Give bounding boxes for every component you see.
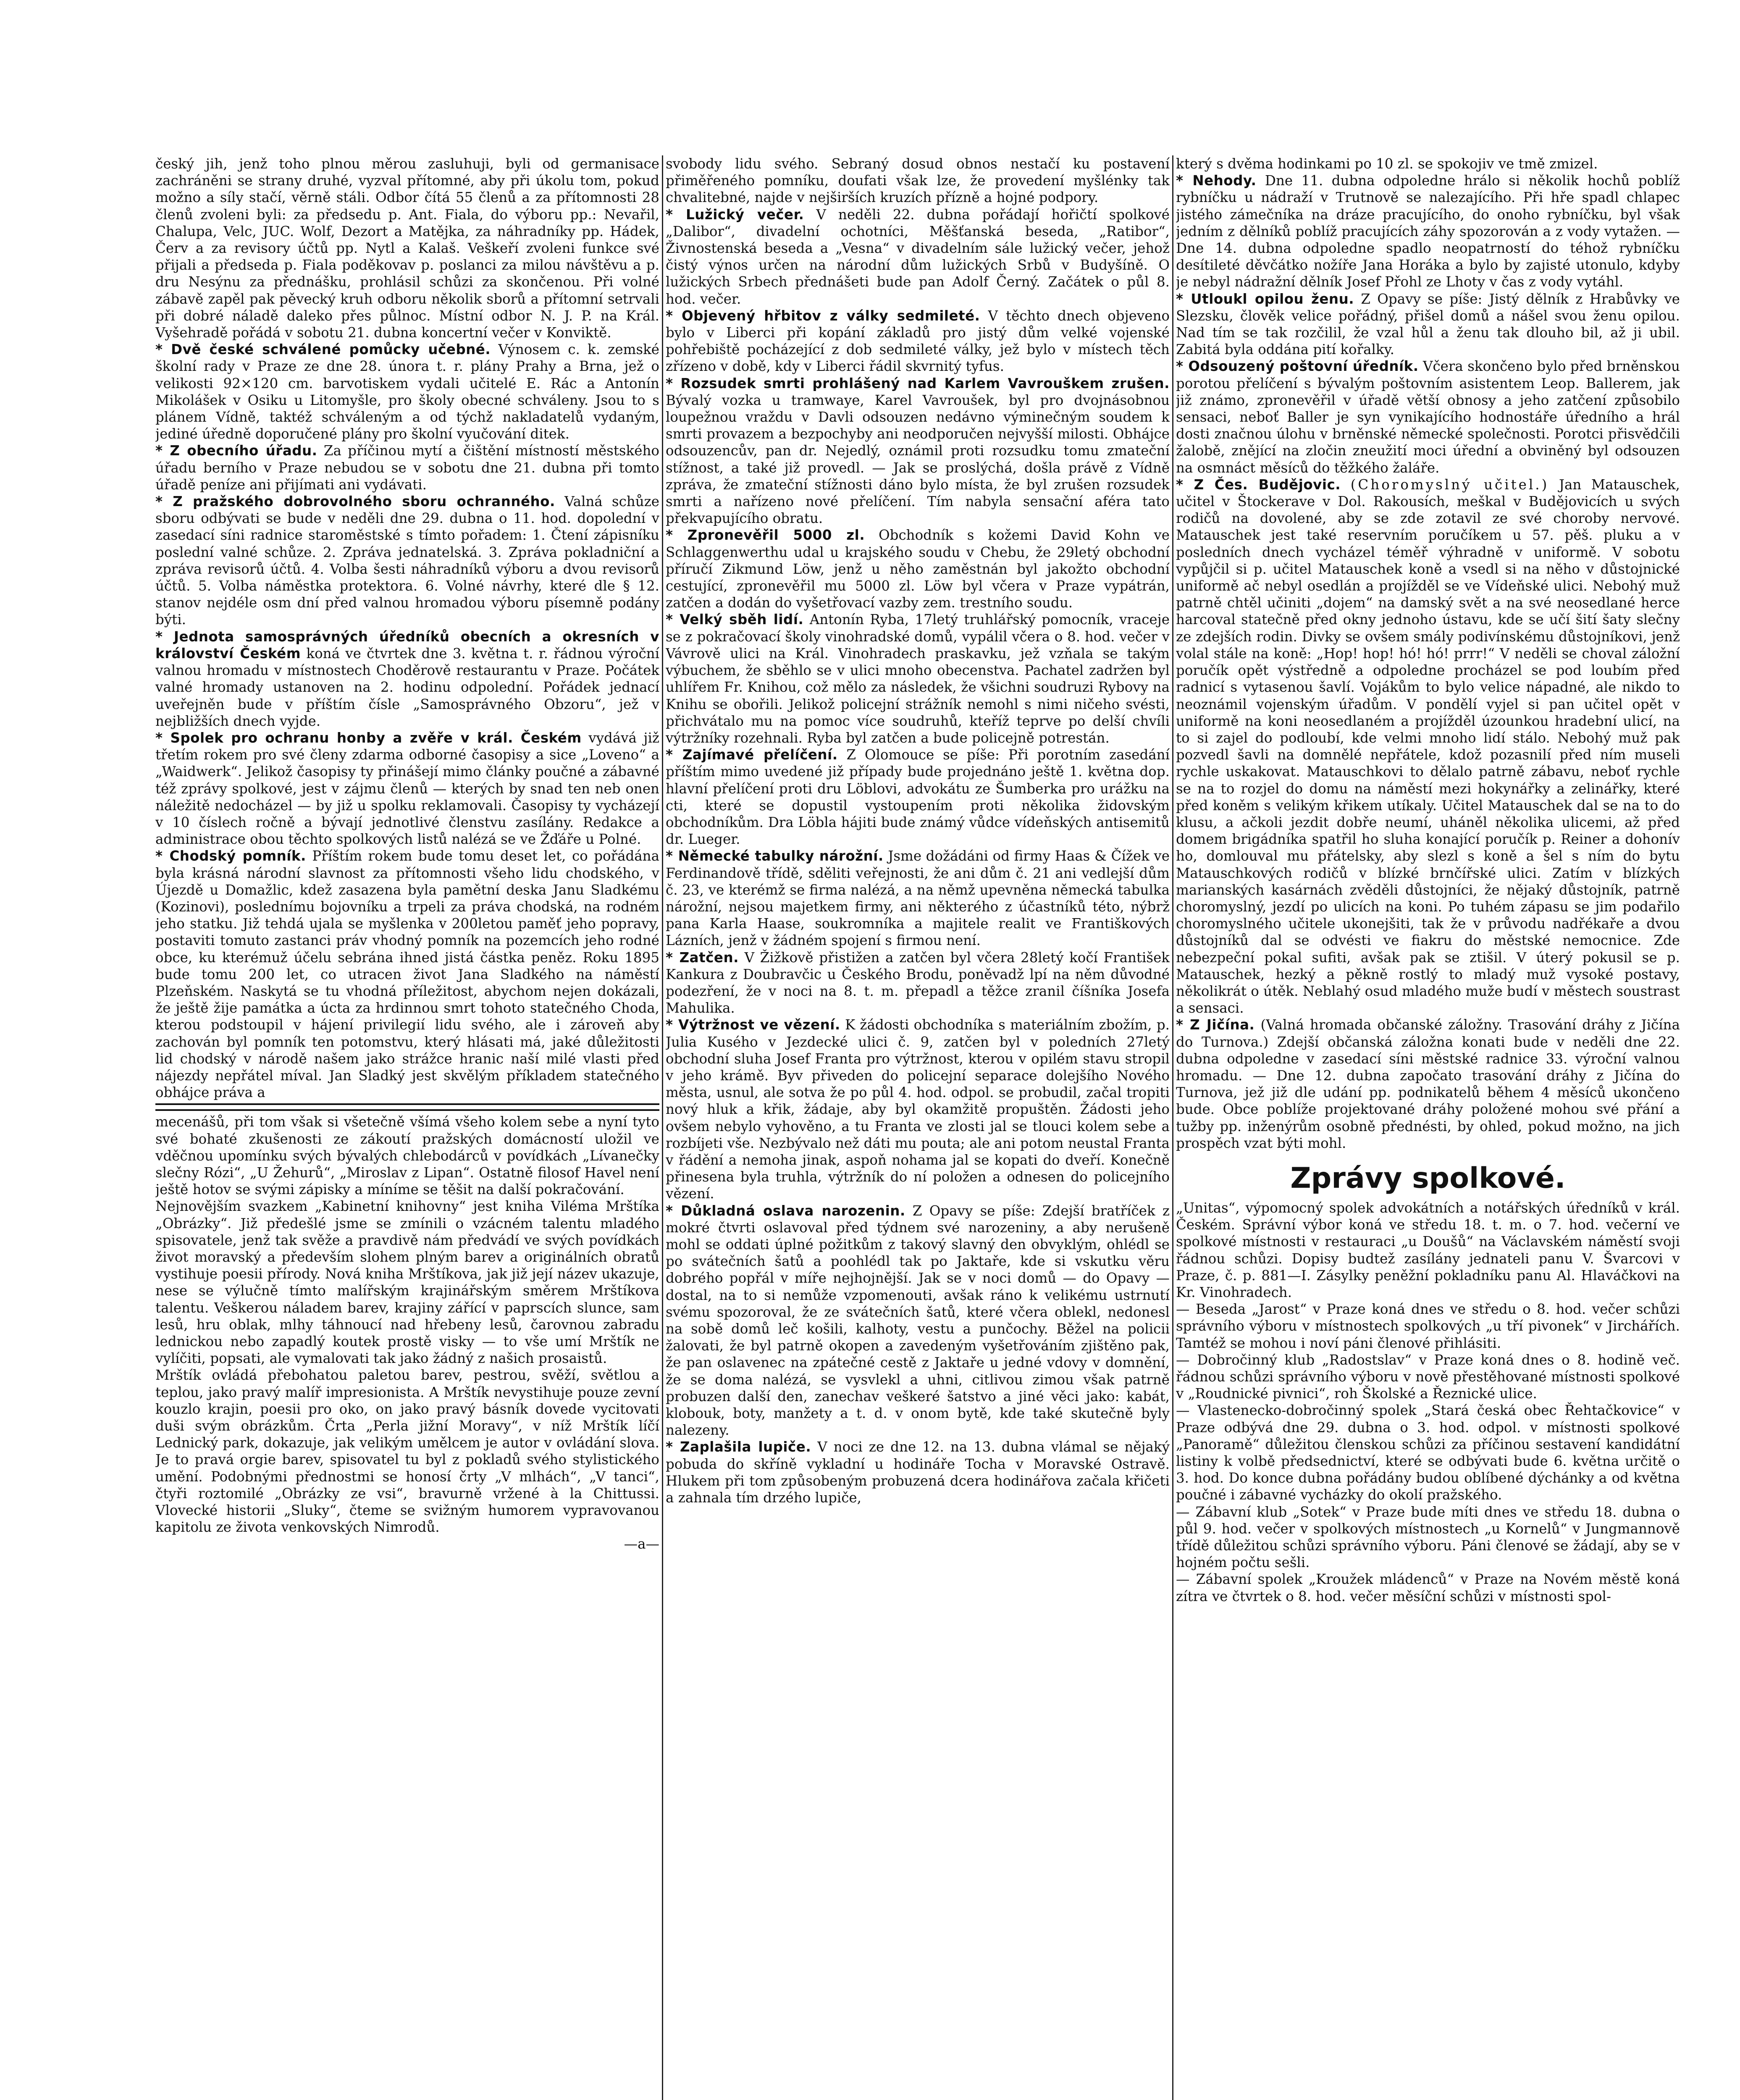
- article: [1176, 172, 1680, 290]
- article-text: koná ve čtvrtek dne 3. května t. r. řádnou výroční valnou hromadu v místnostech Choděrově restaurantu v Praze. Počátek valné hromady ustanoven na 2. hodinu odpolední. Pořádek jednací uveřejněn bude v příštím čísle „Samosprávného Obzoru“, jež v nejbližších dnech vyjde.: [155, 645, 659, 729]
- club-notice: — Vlastenecko-dobročinný spolek „Stará česká obec Řehtačkovice“ v Praze odbývá dne 29. dubna o 3. hod. odpol. v místnosti spolkové „Panoramě“ důležitou členskou schůzi za příčinou sestavení kandidátní listiny k volbě předsednictví, které se odbývati bude 6. května určitě o 3. hod. Do konce dubna pořádány budou oblíbené dýchánky a od května poučné i zábavné vycházky do okolí pražského.: [1176, 1402, 1680, 1503]
- article-heading: * Rozsudek smrti prohlášený nad Karlem Vavrouškem zrušen.: [666, 375, 1170, 391]
- article: [155, 493, 659, 628]
- club-notice: — Zábavní spolek „Kroužek mládenců“ v Praze na Novém městě koná zítra ve čtvrtek o 8. hod. večer měsíční schůzi v místnosti spol-: [1176, 1571, 1680, 1604]
- article-paragraph: český jih, jenž toho plnou měrou zasluhuji, byli od germanisace zachráněni se strany druhé, vyzval přítomné, aby při úkolu tom, pokud možno a síly stačí, věrně stáli. Odbor čítá 55 členů a za přítomnosti 28 členů zvoleni byli: za předsedu p. Ant. Fiala, do výboru pp.: Nevařil, Chalupa, Velc, JUC. Wolf, Dezort a Matějka, za náhradníky pp. Hádek, Červ a za revisory účtů pp. Nytl a Kalaš. Veškeří zvoleni funkce své přijali a předseda p. Fiala poděkovav p. poslanci za milou návštěvu a p. dru Nesýnu za přednášku, prohlásil schůzi za skončenou. Při volné zábavě zapěl pak pěvecký kruh odboru několik sborů a přítomní setrvali při dobré náladě daleko přes půlnoc. Místní odbor N. J. P. na Král. Vyšehradě pořádá v sobotu 21. dubna koncertní večer v Konviktě.: [155, 156, 659, 341]
- column-2: [666, 155, 1170, 2100]
- article-paragraph: svobody lidu svého. Sebraný dosud obnos nestačí ku postavení přiměřeného pomníku, doufati však lze, že provedení myšlénky tak chvalitebné, najde v nejširších kruzích přízně a hojné podpory.: [666, 156, 1170, 206]
- article-heading: * Výtržnost ve vězení.: [666, 1017, 840, 1033]
- club-notice: — Dobročinný klub „Radostslav“ v Praze koná dnes o 8. hodině več. řádnou schůzi správního výboru v nově přestěhované místnosti spolkové v „Roudnické pivnici“, roh Školské a Řeznické ulice.: [1176, 1352, 1680, 1402]
- article: [666, 611, 1170, 746]
- section-title: Zprávy spolkové.: [1290, 1161, 1566, 1195]
- article-text: vydává již třetím rokem pro své členy zdarma odborné časopisy a sice „Loveno“ a „Waidwerk“. Jelikož časopisy ty přinášejí mimo články poučné a zábavné též zprávy spolkové, jest v zájmu členů — kterých by snad ten neb onen náležitě nedocházel — by již u spolku reklamovali. Časopisy ty vycházejí v 10 číslech ročně a bývají jednotlivé členstvu zasílány. Redakce a administrace obou těchto spolkových listů nalézá se ve Žďáře u Polné.: [155, 730, 659, 848]
- club-notice: — Zábavní klub „Sotek“ v Praze bude míti dnes ve středu 18. dubna o půl 9. hod. večer v spolkových místnostech „u Kornelů“ v Jungmannově třídě důležitou schůzi správního výboru. Páni členové se žádají, aby se v hojném počtu sešli.: [1176, 1504, 1680, 1571]
- article-heading: * Z obecního úřadu.: [155, 443, 318, 459]
- article-heading: * Z pražského dobrovolného sboru ochranného.: [155, 494, 555, 510]
- article-text: V neděli 22. dubna pořádají hořičtí spolkové „Dalibor“, divadelní ochotníci, Měšťanská beseda, „Ratibor“, Živnostenská beseda a „Vesna“ v divadelním sále lužický večer, jehož čistý výnos určen na národní dům lužických Srbů v Budyšíně. O lužických Srbech přednášeti bude pan Adolf Černý. Začátek o půl 8. hod. večer.: [666, 206, 1170, 307]
- article: [155, 628, 659, 730]
- article: [1176, 1016, 1680, 1152]
- article: [666, 1016, 1170, 1202]
- article-text: Příštím rokem bude tomu deset let, co pořádána byla krásná národní slavnost za přítomnosti všeho lidu chodského, v Újezdě u Domažlic, kdež zasazena byla pamětní deska Janu Sladkému (Kozinovi), poslednímu bojovníku a trpeli za práva chodská, na rodném jeho statku. Již tehdá ujala se myšlenka v 200letou paměť jeho popravy, postaviti tomuto zastanci práv vhodný pomník na pozemcích jeho rodné obce, ku kterémuž účelu sebrána ihned jistá částka peněz. Roku 1895 bude tomu 200 let, co utracen život Jana Sladkého na náměstí Plzeňském. Naskytá se tu vhodná příležitost, abychom nejen dokázali, že ještě žije památka a úcta za hrdinnou smrt tohoto statečného Choda, kterou podstoupil v hájení privilegií lidu svého, ale i zároveň aby zachován byl pomník ten potomstvu, který hlásati má, jaké důležitosti lid chodský v národě našem jako strážce hranic naší milé vlasti před nájezdy nepřátel míval. Jan Sladký jest skvělým příkladem statečného obhájce práva a: [155, 848, 659, 1101]
- article: [155, 848, 659, 1101]
- feuilleton-paragraph: Mrštík ovládá přebohatou paletou barev, pestrou, svěží, světlou a teplou, jako pravý malíř impresionista. A Mrštík nevystihuje pouze zevní kouzlo krajin, poesii pro oko, on jako pravý básník dovede vycitovati duši svým obrázkům. Črta „Perla jižní Moravy“, v níž Mrštík líčí Lednický park, dokazuje, jak velikým umělcem je autor v ovládání slova. Je to pravá orgie barev, spisovatel tu byl z pokladů svého stylistického umění. Podobnými přednostmi se honosí črty „V mlhách“, „V tanci“, čtyři roztomilé „Obrázky ze vsi“, bravurně vržené à la Chittussi. Vlovecké historii „Sluky“, čteme se svižným humorem vypravovanou kapitolu ze života venkovských Nimrodů.: [155, 1367, 659, 1536]
- column-rule: [1172, 155, 1173, 2100]
- article-text: Z Opavy se píše: Zdejší bratříček z mokré čtvrti oslavoval před týdnem své narozeniny, a aby nerušeně mohl se oddati úplné požitkům z takový slavný den obvyklým, ohlédl se po svátečních šatů a poohlédl tak po Jaktaře, kde si vskutku věru dobrého popřál v míře nejhojnější. Jak se v noci domů — do Opavy — dostal, na to si nemůže vzpomenouti, avšak ráno k velikému ustrnutí svému spozoroval, že ze svátečních šatů, které včera oblekl, nedonesl na sobě domů leč košili, kalhoty, vestu a punčochy. Běžel na policii žalovati, že byl patrně okopen a zavedeným vyšetřováním zjištěno pak, že pan oslavenec na zpátečné cestě z Jaktaře u jedné vdovy v domnění, že se doma nalézá, se vysvlekl a uhni, citlivou zimou však patrně probuzen další den, zanechav veškeré šatstvo a jiné věci jako: kabát, klobouk, boty, manžety a t. d. v onom bytě, kde také skutečně byly nalezeny.: [666, 1202, 1170, 1438]
- feuilleton-divider: [155, 1103, 659, 1111]
- article: [666, 848, 1170, 949]
- article-paragraph: který s dvěma hodinkami po 10 zl. se spokojiv ve tmě zmizel.: [1176, 156, 1598, 172]
- article-text: Obchodník s kožemi David Kohn ve Schlaggenwerthu udal u krajského soudu v Chebu, že 29letý obchodní příručí Zikmund Löw, jenž u něho zaměstnán byl jakožto obchodní cestující, zpronevěřil mu 5000 zl. Löw byl včera v Praze vypátrán, zatčen a dodán do vyšetřovací vazby zem. trestního soudu.: [666, 527, 1170, 611]
- article: [666, 206, 1170, 307]
- article: [155, 442, 659, 493]
- article-text: Bývalý vozka u tramwaye, Karel Vavroušek, byl pro dvojnásobnou loupežnou vraždu v Davli odsouzen nedávno výminečným soudem k smrti provazem a bezpochyby ani neodporučen nejvyšší milosti. Obhájce odsouzencův, pan dr. Nejedlý, oznámil proti rozsudku tomu zmateční stížnost, a také již provedl. — Jak se proslýchá, došla právě z Vídně zpráva, že zmateční stížnosti dáno bylo místa, že byl zrušen rozsudek smrti a nařízeno nové přelíčení. Tím nabyla sensační aféra tato překvapujícího obratu.: [666, 392, 1170, 527]
- newspaper-page: [155, 155, 1740, 2100]
- article: [666, 307, 1170, 375]
- article-heading: * Objevený hřbitov z války sedmileté.: [666, 307, 980, 324]
- article-heading: * Spolek pro ochranu honby a zvěře v král. Českém: [155, 730, 582, 746]
- club-notice: — Beseda „Jarost“ v Praze koná dnes ve středu o 8. hod. večer schůzi správního výboru v místnostech spolkových „u tří pivonek“ v Jirchářích. Tamtéž se mohou i noví páni členové přihlásiti.: [1176, 1301, 1680, 1351]
- article-heading: * Z Jičína.: [1176, 1017, 1255, 1033]
- article-text: (Valná hromada občanské záložny. Trasování dráhy z Jičína do Turnova.) Zdejší občanská záložna konati bude v neděli dne 22. dubna odpoledne v zasedací síni městské radnice 33. výroční valnou hromadu. — Dne 12. dubna započato trasování dráhy z Jičína do Turnova, jež již dle udání pp. podnikatelů během 4 měsíců ukončeno bude. Obce poblíže projektované dráhy položené mohou své přání a tužby pp. inženýrům osobně přednésti, by ohled, pokud možno, na jich prospěch vzat býti mohl.: [1176, 1017, 1680, 1151]
- article-text: Za příčinou mytí a čištění místností městského úřadu berního v Praze nebudou se v sobotu dne 21. dubna při tomto úřadě peníze ani přijímati ani vydávati.: [155, 443, 659, 493]
- article: [1176, 291, 1680, 358]
- article-text: V noci ze dne 12. na 13. dubna vlámal se nějaký pobuda do skříně vykladní u hodináře Tocha v Moravské Ostravě. Hlukem při tom způsobeným probuzená dcera hodinářova začala křičeti a zahnala tím drzého lupiče,: [666, 1439, 1170, 1506]
- article-text: Jan Matauschek, učitel v Štockerave v Dol. Rakousích, meškal v Budějovicích u svých rodičů na dovolené, aby se zde zotavil ze své choroby nervové. Matauschek jest také reservním poručíkem u 57. pěš. pluku a v posledních dnech vycházel téměř výhradně v uniformě. V sobotu vypůjčil si p. učitel Matauschek koně a vsedl si na něho v důstojnické uniformě ač nebyl osedlán a projížděl se ve Vídeňské ulici. Nebohý muž patrně chtěl učiniti „dojem“ na damský svět a na své neosedlané herce harcoval statečně před okny jednoho ústavu, kde se učí šití šaty slečny ze zdejších rodin. Divky se ovšem smály podivínskému důstojníkovi, jenž volal stále na koně: „Hop! hop! hó! hó! prrr!“ V neděli se choval záložní poručík opět výstředně a odpoledne procházel se pod loubím před radnicí s vytasenou šavlí. Vojákům to bylo velice nápadné, ale nikdo to neoznámil vojenským úřadům. V pondělí vyjel si pan učitel opět v uniformě na koni neosedlaném a projížděl úzounkou hradební ulicí, na to si zajel do podloubí, kde velmi mnoho lidí stálo. Nebohý muž pak pozvedl šavli na domnělé nepřátele, kdož pozasnilí před ním museli rychle uskakovat. Matauschkovi to dělalo patrně zábavu, neboť rychle se na to rozjel do domu na náměstí mezi hokynářky a zelinářky, které před koněm s velikým křikem utíkaly. Učitel Matauschek dal se na to do klusu, a ačkoli jezdit dobře neumí, uháněl několika ulicemi, až před domem brigádníka spatřil ho sluha konající poručík p. Reiner a dohonív ho, domlouval mu přátelsky, aby slezl s koně a šel s ním do bytu Matauschkových rodičů v blízké brnčířské ulici. Zatím v blízkých marianských kasárnách zvěděli důstojníci, že nějaký důstojník, patrně choromyslný, jezdí po ulicích na koni. Po tuhém zápasu se jim podařilo choromyslného učitele ukonejšiti, tak že v průvodu nadřékaře a dvou důstojníků dal se odvésti ve fiakru do městské nemocnice. Zde nebezpeční pokal sufiti, avšak pak se ztišil. V úterý pokusil se p. Matauschek, hezký a pěkně rostlý to mladý muž vysoké postavy, několikrát o útěk. Neblahý osud mladého muže budí v městech soustrast a sensaci.: [1176, 476, 1680, 1016]
- club-notice: „Unitas“, výpomocný spolek advokátních a notářských úředníků v král. Českém. Správní výbor koná ve středu 18. t. m. o 7. hod. večerní ve spolkové místnosti v restauraci „u Doušů“ na Václavském náměstí svoji řádnou schůzi. Dopisy budtež zasílány jednateli panu V. Švarcovi v Praze, č. p. 881—I. Zásylky peněžní pokladníku panu Al. Hlaváčkovi na Kr. Vinohradech.: [1176, 1200, 1680, 1300]
- article: [666, 746, 1170, 848]
- article-heading: * Zpronevěřil 5000 zl.: [666, 527, 865, 543]
- article-heading: * Velký sběh lidí.: [666, 612, 804, 628]
- article-heading: * Utloukl opilou ženu.: [1176, 291, 1354, 307]
- article-subheading: (Choromyslný učitel.): [1350, 476, 1549, 493]
- article-heading: * Chodský pomník.: [155, 848, 306, 864]
- article-text: V Žižkově přistižen a zatčen byl včera 28letý kočí František Kankura z Doubravčic u Českého Brodu, poněvadž lpí na něm důvodné podezření, že v noci na 8. t. m. přepadl a těžce zranil číšníka Josefa Mahulika.: [666, 949, 1170, 1016]
- feuilleton-paragraph: Nejnovějším svazkem „Kabinetní knihovny“ jest kniha Viléma Mrštíka „Obrázky“. Již předešlé jsme se zmínili o vzácném talentu mladého spisovatele, jenž tak svěže a pravdivě nám předvádí ve svých povídkách život moravský a především slohem plným barev a originálních obratů vystihuje poesii přírody. Nová kniha Mrštíkova, jak již její název ukazuje, nese se výlučně tímto malířským krajinářským směrem Mrštíkova talentu. Veškerou náladem barev, krajiny zářící v paprscích slunce, sam lesů, hru oblak, mlhy táhnoucí nad hřebeny lesů, čarovnou zabradu lednickou nebo zapadlý koutek prostě visky — to vše umí Mrštík ne vylíčiti, popsati, ale vymalovati tak jako žádný z našich prosaistů.: [155, 1198, 659, 1367]
- article: [155, 730, 659, 848]
- feuilleton-paragraph: mecenášů, při tom však si všetečně všímá všeho kolem sebe a nyní tyto své bohaté zkušenosti ze zákoutí pražských domácností uložil ve vděčnou upomínku svých bývalých chlebodárců v povídkách „Lívanečky slečny Rózi“, „U Žehurů“, „Miroslav z Lipan“. Ostatně filosof Havel není ještě hotov se svými zápisky a míníme se těšit na další pokračování.: [155, 1114, 659, 1198]
- article: [1176, 476, 1680, 1017]
- article-text: Valná schůze sboru odbývati se bude v neděli dne 29. dubna o 11. hod. dopolední v zasedací síni radnice staroměstské s tímto pořadem: 1. Čtení zápisníku poslední valné schůze. 2. Zpráva jednatelská. 3. Zpráva pokladniční a zpráva revisorů účtů. 4. Volba šesti náhradníků výboru a dvou revisorů účtů. 5. Volba náměstka protektora. 6. Volné návrhy, které dle § 12. stanov nejdéle osm dní před valnou hromadou výboru písemně podány býti.: [155, 494, 659, 628]
- column-rule: [662, 155, 663, 2100]
- article-text: V těchto dnech objeveno bylo v Liberci při kopání základů pro jistý dům velké vojenské pohřebiště pocházející z dob sedmileté války, jež bylo v místech těch zřízeno v době, kdy v Liberci řádil skvrnitý tyfus.: [666, 307, 1170, 375]
- article-heading: * Německé tabulky nárožní.: [666, 848, 884, 864]
- article-heading: * Lužický večer.: [666, 206, 804, 223]
- column-1: [155, 155, 659, 2100]
- article: [155, 341, 659, 442]
- article: [666, 1438, 1170, 1506]
- article-heading: * Z Čes. Budějovic.: [1176, 476, 1341, 493]
- article: [666, 375, 1170, 527]
- article-heading: * Jednota samosprávných úředníků obecních a okresních v království Českém: [155, 628, 659, 662]
- article-text: K žádosti obchodníka s materiálním zbožím, p. Julia Kusého v Jezdecké ulici č. 9, zatčen byl v poledních 27letý obchodní sluha Josef Franta pro výtržnost, kterou v opilém stavu stropil v jeho krámě. Byv přiveden do policejní separace dolejšího Nového města, usnul, ale sotva že po půl 4. hod. odpol. se probudil, začal tropiti nový hluk a křik, žádaje, aby byl okamžitě propuštěn. Žádosti jeho ovšem nebylo vyhověno, a tu Franta ve zlosti jal se tlouci kolem sebe a rozbíjeti vše. Nezbývalo než dáti mu pouta; ale ani potom neustal Franta v řádění a nemoha jinak, aspoň nohama jal se kopati do dveří. Konečně přinesena byla truhla, výtržník do ní položen a odnesen do policejního vězení.: [666, 1017, 1170, 1202]
- article-text: Z Olomouce se píše: Při porotním zasedání příštím mimo uvedené již případy bude projednáno ještě 1. května dop. hlavní přelíčení proti dru Löblovi, advokátu ze Šumberka pro urážku na cti, které se dopustil vystoupením proti několika židovským obchodníkům. Dra Löbla hájiti bude známý vůdce vídeňských antisemitů dr. Lueger.: [666, 747, 1170, 848]
- article-heading: * Odsouzený poštovní úředník.: [1176, 358, 1419, 375]
- article-heading: * Nehody.: [1176, 173, 1257, 189]
- article: [666, 527, 1170, 611]
- article-heading: * Zaplašila lupiče.: [666, 1439, 811, 1455]
- article-heading: * Zatčen.: [666, 949, 739, 966]
- article-text: Z Opavy se píše: Jistý dělník z Hrabůvky ve Slezsku, člověk velice pořádný, přišel domů a nášel svou ženu opilou. Nad tím se tak rozčilil, že vzal hůl a ženu tak dlouho bil, až ji ubil. Zabitá byla oddána pití kořalky.: [1176, 291, 1680, 358]
- article-text: Antonín Ryba, 17letý truhlářský pomocník, vraceje se z pokračovací školy vinohradské domů, vypálil včera o 8. hod. večer v Vávrově ulici na Král. Vinohradech praskavku, jež vzňala se takým výbuchem, že sběhlo se v ulici mnoho obecenstva. Pachatel zadržen byl uhlířem Fr. Knihou, což mělo za následek, že všichni soudruzi Rybovy na Knihu se obořili. Jelikož policejní strážník nemohl s nimi ničeho svésti, přichvátalo mu na pomoc více soudruhů, kteříž teprve po delší chvíli výtržníky rozehnali. Ryba byl zatčen a bude policejně potrestán.: [666, 612, 1170, 746]
- signature: —a—: [624, 1536, 659, 1552]
- article-text: Včera skončeno bylo před brněnskou porotou přelíčení s bývalým poštovním asistentem Leop. Ballerem, jak již známo, zpronevěřil v úřadě větší obnosy a jeho zatčení způsobilo sensaci, neboť Baller je syn vynikajícího hodnostáře úředního a hrál dosti značnou úlohu v brněnské německé společnosti. Porotci přisvědčili žalobě, znějící na zločin zneužití moci úřední a obviněný byl odsouzen na osmnáct měsíců do těžkého žaláře.: [1176, 358, 1680, 476]
- article: [1176, 358, 1680, 476]
- article: [666, 1202, 1170, 1439]
- article-text: Dne 11. dubna odpoledne hrálo si několik hochů poblíž rybníčku u nádraží v Trutnově se nalezajícího. Při hře spadl chlapec jistého zámečníka na dráze pracujícího, do onoho rybníčku, byl však jedním z dělníků poblíž pracujících záhy spozorován a z vody vytažen. — Dne 14. dubna odpoledne spadlo neopatrností do téhož rybníčku desítileté děvčátko nožíře Jana Horáka a bylo by zajisté utonulo, kdyby je nebyl nádražní dělník Josef Přohl ze Lhoty v čas z vody vytáhl.: [1176, 173, 1680, 290]
- article-text: Výnosem c. k. zemské školní rady v Praze ze dne 28. února t. r. plány Prahy a Brna, jež o velikosti 92×120 cm. barvotiskem vydali učitelé E. Rác a Antonín Mikolášek v Osiku u Litomyšle, pro školy obecné schváleny. Jsou to s plánem Vídně, taktéž schváleným a od týchž nakladatelů vydaným, jediné úředně doporučené plány pro školní vyučování ditek.: [155, 341, 659, 442]
- article-text: Jsme dožádáni od firmy Haas & Čížek ve Ferdinandově třídě, sděliti veřejnosti, že ani dům č. 21 ani vedlejší dům č. 23, ve kterémž se firma nalézá, a na němž upevněna německá tabulka nárožní, nejsou majetkem firmy, ani některého z účastníků této, nýbrž pana Karla Haase, soukromníka a majitele realit ve Františkových Lázních, jenž v žádném spojení s firmou není.: [666, 848, 1170, 949]
- column-3: [1176, 155, 1680, 2100]
- article-heading: * Důkladná oslava narozenin.: [666, 1202, 905, 1219]
- article-heading: * Zajímavé přelíčení.: [666, 747, 838, 763]
- article-heading: * Dvě české schválené pomůcky učebné.: [155, 341, 491, 358]
- article: [666, 949, 1170, 1017]
